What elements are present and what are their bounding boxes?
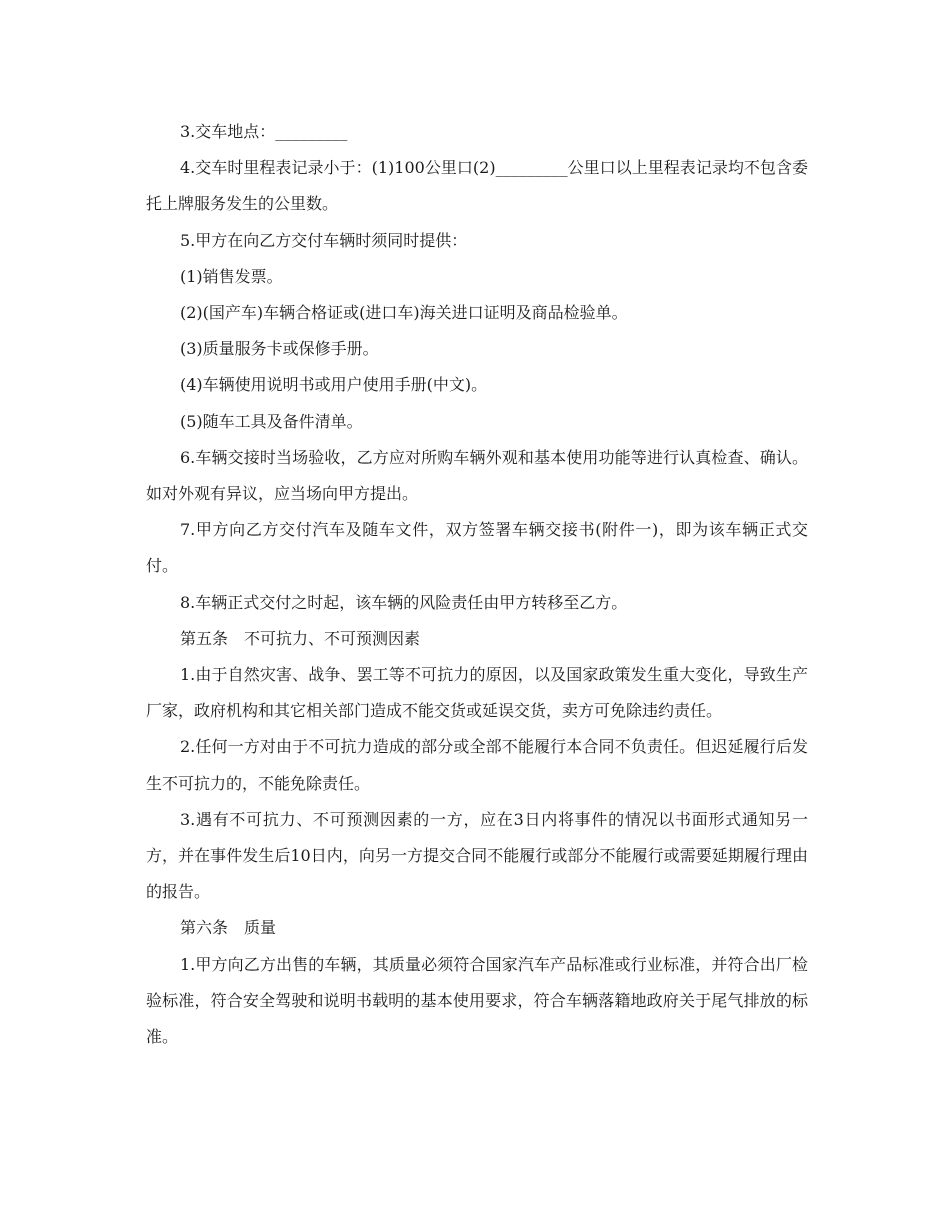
document-list-item-certificate: (2)(国产车)车辆合格证或(进口车)海关进口证明及商品检验单。: [180, 303, 628, 323]
clause-4-item-7-handover: 7.甲方向乙方交付汽车及随车文件，双方签署车辆交接书(附件一)，即为该车辆正式交付。: [146, 520, 808, 576]
document-list-item-invoice: (1)销售发票。: [180, 266, 283, 286]
document-list-item-warranty: (3)质量服务卡或保修手册。: [180, 339, 379, 359]
clause-4-item-8-risk-transfer: 8.车辆正式交付之时起，该车辆的风险责任由甲方转移至乙方。: [180, 592, 628, 612]
article-5-heading: 第五条 不可抗力、不可预测因素: [180, 628, 421, 648]
article-5-item-2: 2.任何一方对由于不可抗力造成的部分或全部不能履行本合同不负责任。但迟延履行后发生不可抗力的，不能免除责任。: [146, 737, 808, 793]
document-body: [146, 114, 808, 1055]
article-5-item-1: 1.由于自然灾害、战争、罢工等不可抗力的原因，以及国家政策发生重大变化，导致生产厂家，政府机构和其它相关部门造成不能交货或延误交货，卖方可免除违约责任。: [146, 665, 808, 721]
clause-4-item-6-inspection: 6.车辆交接时当场验收，乙方应对所购车辆外观和基本使用功能等进行认真检查、确认。如对外观有异议，应当场向甲方提出。: [146, 447, 808, 504]
article-5-item-3: 3.遇有不可抗力、不可预测因素的一方，应在3日内将事件的情况以书面形式通知另一方，并在事件发生后10日内，向另一方提交合同不能履行或部分不能履行或需要延期履行理由的报告。: [146, 809, 808, 902]
article-6-item-1: 1.甲方向乙方出售的车辆，其质量必须符合国家汽车产品标准或行业标准，并符合出厂检验标准，符合安全驾驶和说明书载明的基本使用要求，符合车辆落籍地政府关于尾气排放的标准。: [146, 954, 808, 1047]
article-6-heading: 第六条 质量: [180, 918, 277, 938]
clause-4-item-3-delivery-location: 3.交车地点：_________: [180, 122, 348, 141]
clause-4-item-5-documents: 5.甲方在向乙方交付车辆时须同时提供：: [180, 230, 468, 250]
document-list-item-tools: (5)随车工具及备件清单。: [180, 411, 363, 431]
document-list-item-manual: (4)车辆使用说明书或用户使用手册(中文)。: [180, 375, 488, 395]
clause-4-item-4-odometer: 4.交车时里程表记录小于：(1)100公里口(2)_________公里口以上里程表记录均不包含委托上牌服务发生的公里数。: [146, 158, 808, 214]
